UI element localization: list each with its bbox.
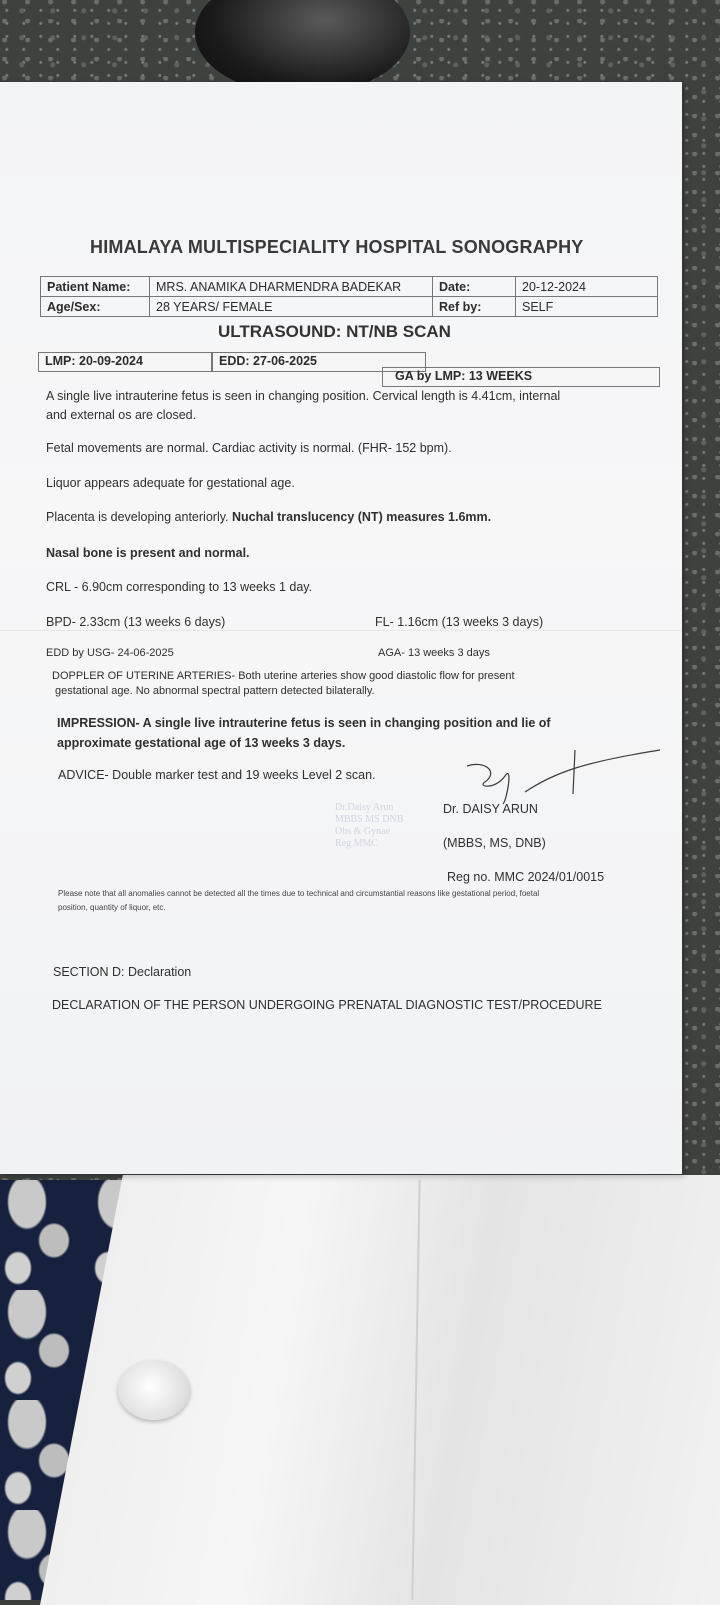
nasal-bone-finding: Nasal bone is present and normal.: [46, 546, 250, 560]
shirt-button: [118, 1360, 190, 1420]
patient-name-value: MRS. ANAMIKA DHARMENDRA BADEKAR: [150, 277, 433, 297]
edd-date: EDD: 27-06-2025: [212, 352, 426, 372]
impression-line-2: approximate gestational age of 13 weeks 3 days.: [57, 736, 346, 750]
ga-by-lmp: GA by LMP: 13 WEEKS: [382, 367, 660, 387]
placenta-finding: [46, 508, 491, 526]
ref-by-value: SELF: [516, 297, 658, 317]
doppler-line-2: gestational age. No abnormal spectral pattern detected bilaterally.: [55, 685, 375, 697]
finding-line-1: A single live intrauterine fetus is seen in changing position. Cervical length is 4.41cm, internal: [46, 389, 561, 403]
advice: ADVICE- Double marker test and 19 weeks Level 2 scan.: [58, 768, 376, 782]
fl-measurement: FL- 1.16cm (13 weeks 3 days): [375, 615, 544, 629]
dates-row: [38, 352, 654, 388]
hospital-title: HIMALAYA MULTISPECIALITY HOSPITAL SONOGRAPHY: [90, 237, 584, 257]
fetal-movements: Fetal movements are normal. Cardiac activity is normal. (FHR- 152 bpm).: [46, 441, 452, 455]
edd-by-usg: EDD by USG- 24-06-2025: [46, 647, 174, 659]
patient-info-table: [40, 276, 658, 317]
doctor-qualifications: (MBBS, MS, DNB): [443, 836, 546, 850]
placenta-text: Placenta is developing anteriorly.: [46, 510, 232, 524]
table-row: [41, 277, 658, 297]
bpd-measurement: BPD- 2.33cm (13 weeks 6 days): [46, 615, 226, 629]
ultrasound-report-paper: [0, 82, 682, 1174]
crl-measurement: CRL - 6.90cm corresponding to 13 weeks 1 day.: [46, 580, 313, 594]
impression-line-1: IMPRESSION- A single live intrauterine fetus is seen in changing position and lie of: [57, 716, 551, 730]
patient-name-label: Patient Name:: [41, 277, 150, 297]
doppler-line-1: DOPPLER OF UTERINE ARTERIES- Both uterine arteries show good diastolic flow for present: [52, 670, 515, 682]
date-label: Date:: [433, 277, 516, 297]
doctor-registration: Reg no. MMC 2024/01/0015: [447, 870, 605, 884]
liquor-finding: Liquor appears adequate for gestational age.: [46, 476, 295, 490]
date-value: 20-12-2024: [516, 277, 658, 297]
section-d-heading: SECTION D: Declaration: [53, 965, 192, 979]
disclaimer-line-1: Please note that all anomalies cannot be detected all the times due to technical and circumstantial reasons like gestational period, foetal: [58, 889, 540, 898]
ref-by-label: Ref by:: [433, 297, 516, 317]
finding-line-2: and external os are closed.: [46, 408, 197, 422]
scan-title: ULTRASOUND: NT/NB SCAN: [218, 322, 451, 341]
age-sex-value: 28 YEARS/ FEMALE: [150, 297, 433, 317]
declaration-heading: DECLARATION OF THE PERSON UNDERGOING PRENATAL DIAGNOSTIC TEST/PROCEDURE: [52, 998, 602, 1012]
lmp-date: LMP: 20-09-2024: [38, 352, 212, 372]
doctor-stamp: Dr.Daisy Arun MBBS MS DNB Obs & Gynae Reg MMC: [335, 802, 404, 849]
aga-value: AGA- 13 weeks 3 days: [378, 647, 490, 659]
table-row: [41, 297, 658, 317]
doctor-name: Dr. DAISY ARUN: [443, 802, 538, 816]
nt-measurement: Nuchal translucency (NT) measures 1.6mm.: [232, 510, 492, 524]
disclaimer-line-2: position, quantity of liquor, etc.: [58, 903, 166, 912]
age-sex-label: Age/Sex:: [41, 297, 150, 317]
